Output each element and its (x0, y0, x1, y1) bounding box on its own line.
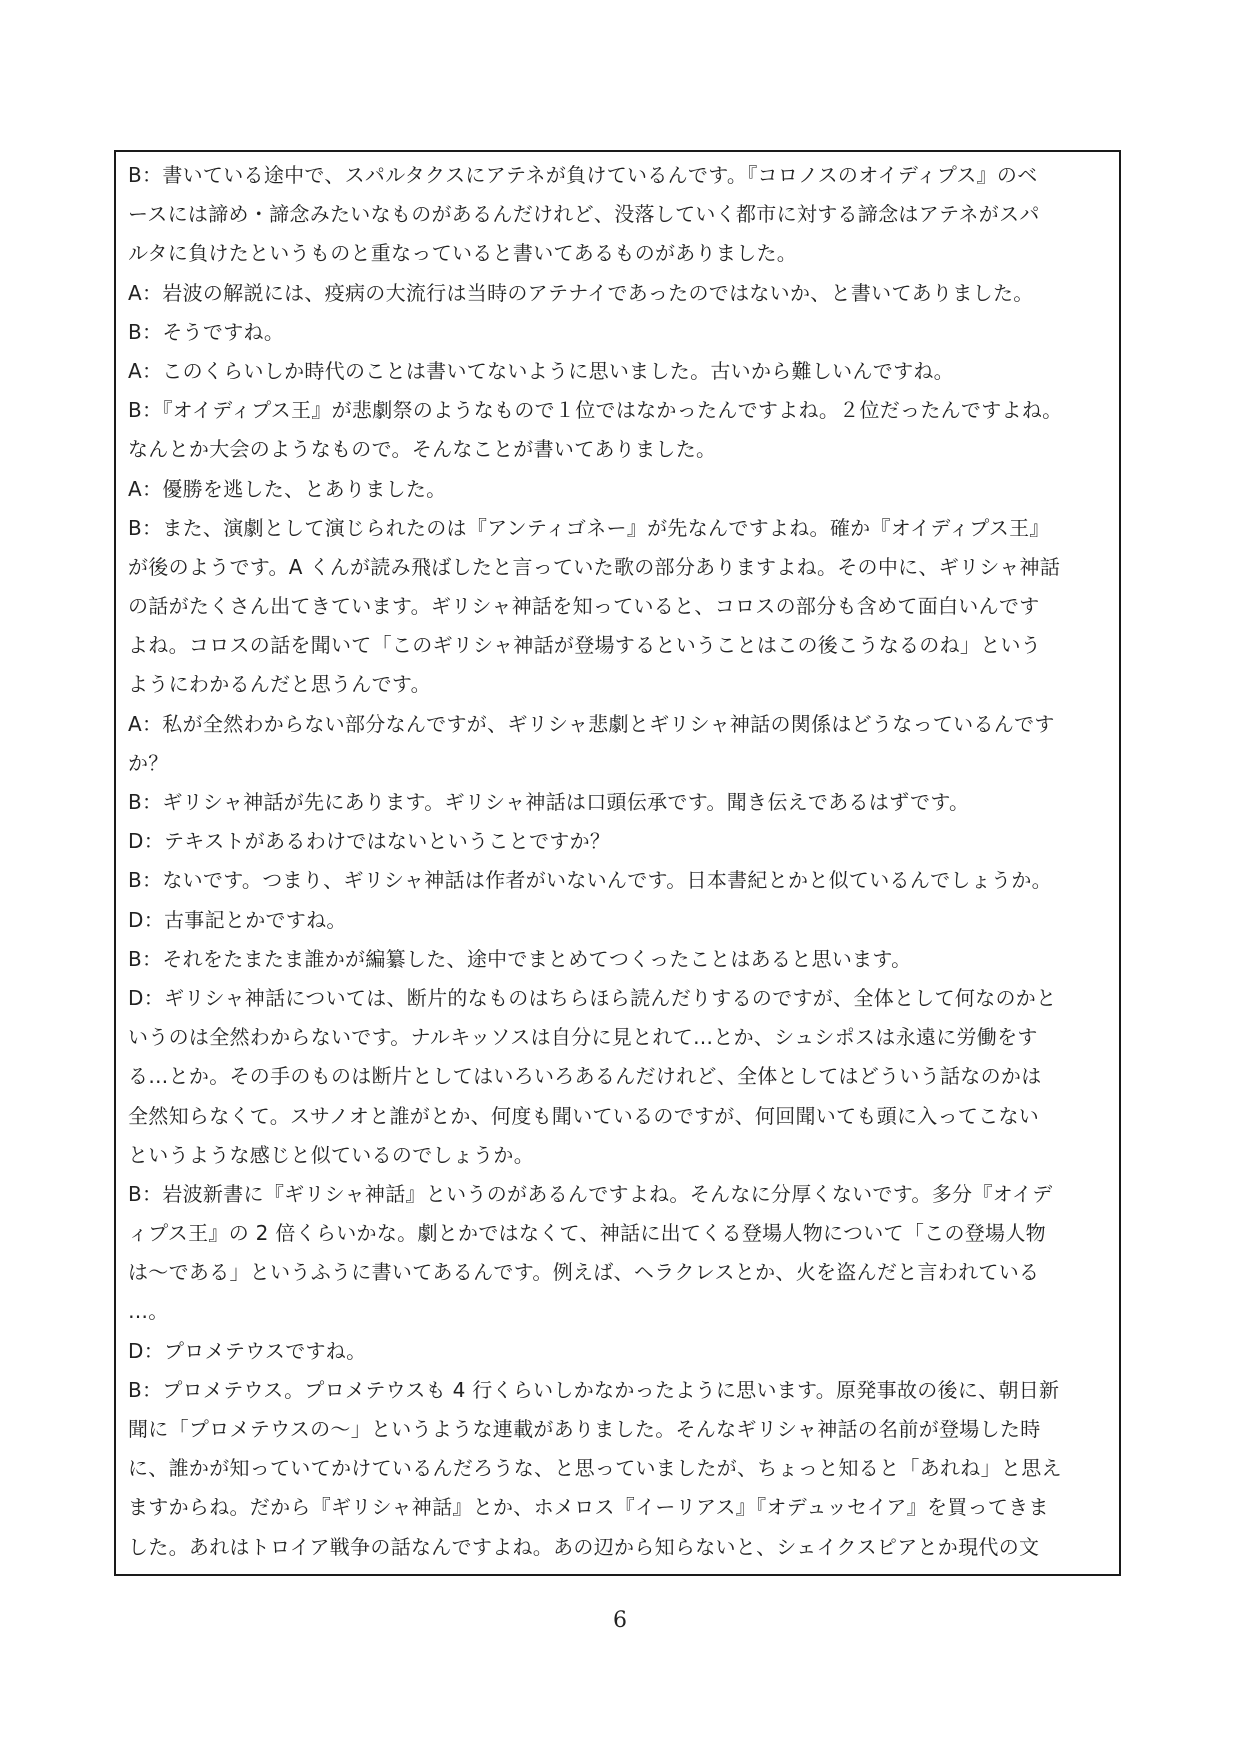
transcript-line: ースには諦め・諦念みたいなものがあるんだけれど、没落していく都市に対する諦念はアテネがスパ (128, 202, 1040, 227)
transcript-line: B：書いている途中で、スパルタクスにアテネが負けているんです。『コロノスのオイディプス』のベ (128, 163, 1038, 187)
transcript-line: か？ (128, 750, 169, 775)
transcript-line: D：プロメテウスですね。 (128, 1338, 367, 1363)
transcript-line: D：ギリシャ神話については、断片的なものはちらほら読んだりするのですが、全体として何なのかと (128, 985, 1057, 1010)
transcript-line: ますからね。だから『ギリシャ神話』とか、ホメロス『イーリアス』『オデュッセイア』を買ってきま (128, 1495, 1049, 1520)
transcript-line: した。あれはトロイア戦争の話なんですよね。あの辺から知らないと、シェイクスピアとか現代の文 (128, 1534, 1040, 1559)
transcript-line: D：古事記とかですね。 (128, 907, 347, 932)
transcript-line: B：それをたまたま誰かが編纂した、途中でまとめてつくったことはあると思います。 (128, 946, 912, 971)
transcript-line: B：プロメテウス。プロメテウスも 4 行くらいしかなかったように思います。原発事故の後に、朝日新 (128, 1377, 1060, 1402)
transcript-box (114, 150, 1121, 1576)
transcript-line: なんとか大会のようなもので。そんなことが書いてありました。 (128, 437, 717, 462)
transcript-line: ようにわかるんだと思うんです。 (128, 672, 431, 697)
transcript-line: いうのは全然わからないです。ナルキッソスは自分に見とれて…とか、シュシポスは永遠に労働をす (128, 1025, 1038, 1050)
transcript-line: の話がたくさん出てきています。ギリシャ神話を知っていると、コロスの部分も含めて面白いんです (128, 594, 1040, 619)
transcript-line: よね。コロスの話を聞いて「このギリシャ神話が登場するということはこの後こうなるのね」という (128, 633, 1042, 658)
transcript-line: B：また、演劇として演じられたのは『アンティゴネー』が先なんですよね。確か『オイディプス王』 (128, 515, 1050, 540)
transcript-line: B：ないです。つまり、ギリシャ神話は作者がいないんです。日本書紀とかと似ているんでしょうか。 (128, 868, 1052, 893)
transcript-line: に、誰かが知っていてかけているんだろうな、と思っていましたが、ちょっと知ると「あれね」と思え (128, 1456, 1062, 1481)
transcript-line: る…とか。その手のものは断片としてはいろいろあるんだけれど、全体としてはどういう話なのかは (128, 1064, 1042, 1089)
transcript-line: ィプス王』の 2 倍くらいかな。劇とかではなくて、神話に出てくる登場人物について「この登場人物 (128, 1221, 1046, 1246)
transcript-line: B：『オイディプス王』が悲劇祭のようなもので１位ではなかったんですよね。２位だったんですよね。 (128, 398, 1063, 423)
transcript-line: B：岩波新書に『ギリシャ神話』というのがあるんですよね。そんなに分厚くないです。多分『オイデ (128, 1181, 1053, 1206)
transcript-line: は〜である」というふうに書いてあるんです。例えば、ヘラクレスとか、火を盗んだと言われている (128, 1260, 1040, 1285)
transcript-line: 聞に「プロメテウスの〜」というような連載がありました。そんなギリシャ神話の名前が登場した時 (128, 1417, 1041, 1441)
transcript-line: が後のようです。A くんが読み飛ばしたと言っていた歌の部分ありますよね。その中に、ギリシャ神話 (128, 554, 1061, 579)
transcript-line: B：ギリシャ神話が先にあります。ギリシャ神話は口頭伝承です。聞き伝えであるはずです。 (128, 790, 970, 814)
transcript-line: …。 (128, 1299, 169, 1324)
transcript-line (128, 1567, 1109, 1576)
transcript-line: A：岩波の解説には、疫病の大流行は当時のアテナイであったのではないか、と書いてありました。 (128, 280, 1034, 305)
transcript-line: 全然知らなくて。スサノオと誰がとか、何度も聞いているのですが、何回聞いても頭に入ってこない (128, 1103, 1040, 1128)
transcript-line: A：このくらいしか時代のことは書いてないように思いました。古いから難しいんですね。 (128, 358, 954, 383)
transcript-line: A：私が全然わからない部分なんですが、ギリシャ悲劇とギリシャ神話の関係はどうなっているんです (128, 711, 1055, 736)
transcript-line: B：そうですね。 (128, 319, 285, 344)
transcript-line: A：優勝を逃した、とありました。 (128, 476, 447, 501)
transcript-line: D：テキストがあるわけではないということですか？ (128, 829, 611, 854)
transcript-line: ルタに負けたというものと重なっていると書いてあるものがありました。 (128, 241, 798, 266)
page-number: 6 (613, 1608, 627, 1633)
transcript-line: というような感じと似ているのでしょうか。 (128, 1142, 534, 1167)
